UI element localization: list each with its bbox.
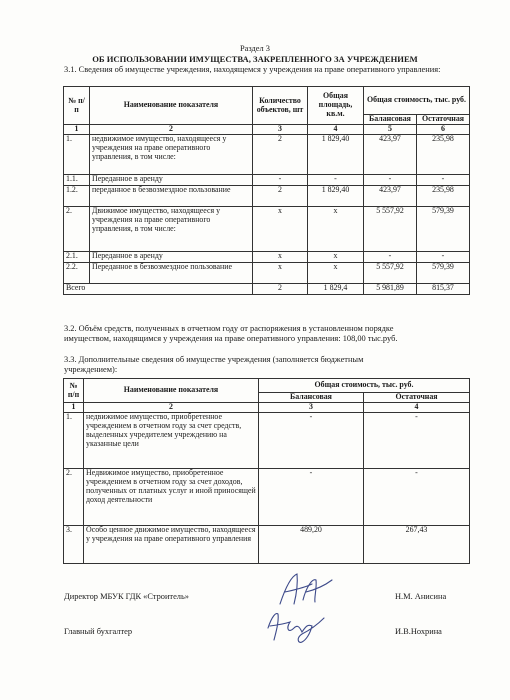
header-no: № п/п: [64, 379, 84, 403]
director-title: Директор МБУК ГДК «Строитель»: [64, 592, 189, 601]
section-3-1-caption: 3.1. Сведения об имуществе учреждения, находящемся у учреждения на праве оперативного управления:: [64, 65, 441, 74]
table-row: [64, 206, 470, 251]
row-area: х: [308, 262, 364, 283]
colnum: 1: [64, 125, 90, 135]
header-balance: Балансовая: [259, 393, 364, 403]
header-balance: Балансовая: [364, 115, 417, 125]
row-name: переданное в безвозмездное пользование: [90, 185, 253, 206]
header-no: № п/п: [64, 87, 90, 125]
row-count: 2: [253, 185, 308, 206]
colnum: 4: [364, 403, 470, 413]
column-number-row: [64, 403, 470, 413]
row-residual: -: [364, 412, 470, 468]
row-count: х: [253, 251, 308, 262]
row-name: Переданное в аренду: [90, 174, 253, 185]
row-balance: -: [259, 468, 364, 525]
row-residual: -: [417, 251, 470, 262]
table-row: [64, 251, 470, 262]
table-row: [64, 185, 470, 206]
table-row: [64, 412, 470, 468]
colnum: 3: [259, 403, 364, 413]
row-residual: 579,39: [417, 206, 470, 251]
row-area: х: [308, 251, 364, 262]
row-no: 2.: [64, 468, 84, 525]
row-balance: -: [259, 412, 364, 468]
table-row: [64, 174, 470, 185]
row-balance: 423,97: [364, 134, 417, 174]
row-no: 2.: [64, 206, 90, 251]
row-name: Движимое имущество, находящееся у учреждения на праве оперативного управления, в том числе:: [90, 206, 253, 251]
colnum: 2: [90, 125, 253, 135]
row-no: 1.2.: [64, 185, 90, 206]
header-name: Наименование показателя: [90, 87, 253, 125]
row-balance: -: [364, 174, 417, 185]
row-balance: -: [364, 251, 417, 262]
row-residual: -: [364, 468, 470, 525]
row-no: 1.: [64, 134, 90, 174]
total-balance: 5 981,89: [364, 283, 417, 294]
header-area: Общая площадь, кв.м.: [308, 87, 364, 125]
colnum: 3: [253, 125, 308, 135]
total-area: 1 829,4: [308, 283, 364, 294]
table-row: [64, 525, 470, 563]
column-number-row: [64, 125, 470, 135]
row-area: 1 829,40: [308, 185, 364, 206]
section-label: Раздел 3: [240, 44, 270, 53]
director-signature-icon: [270, 570, 350, 610]
header-cost: Общая стоимость, тыс. руб.: [259, 379, 470, 393]
director-name: Н.М. Анисина: [395, 592, 447, 601]
row-residual: 235,98: [417, 134, 470, 174]
row-residual: 579,39: [417, 262, 470, 283]
row-count: -: [253, 174, 308, 185]
row-balance: 489,20: [259, 525, 364, 563]
accountant-title: Главный бухгалтер: [64, 627, 133, 636]
row-name: Переданное в аренду: [90, 251, 253, 262]
row-residual: -: [417, 174, 470, 185]
header-count: Количество объектов, шт: [253, 87, 308, 125]
additional-property-table: [63, 378, 470, 564]
row-name: недвижимое имущество, приобретенное учреждением в отчетном году за счет средств, выделенных учредителем учреждению на указанные цели: [84, 412, 259, 468]
total-label: Всего: [64, 283, 253, 294]
row-area: -: [308, 174, 364, 185]
row-balance: 5 557,92: [364, 206, 417, 251]
total-row: [64, 283, 470, 294]
colnum: 4: [308, 125, 364, 135]
row-name: Особо ценное движимое имущество, находящееся у учреждения на праве оперативного управления: [84, 525, 259, 563]
colnum: 1: [64, 403, 84, 413]
row-area: 1 829,40: [308, 134, 364, 174]
section-3-3-line1: 3.3. Дополнительные сведения об имуществе учреждения (заполняется бюджетным: [64, 355, 364, 364]
total-count: 2: [253, 283, 308, 294]
header-residual: Остаточная: [364, 393, 470, 403]
row-no: 1.: [64, 412, 84, 468]
row-no: 2.2.: [64, 262, 90, 283]
row-balance: 423,97: [364, 185, 417, 206]
header-residual: Остаточная: [417, 115, 470, 125]
section-3-2-line1: 3.2. Объём средств, полученных в отчетном году от распоряжения в установленном порядке: [64, 324, 394, 333]
property-table: [63, 86, 470, 295]
header-name: Наименование показателя: [84, 379, 259, 403]
row-name: недвижимое имущество, находящееся у учреждения на праве оперативного управления, в том числе:: [90, 134, 253, 174]
row-no: 2.1.: [64, 251, 90, 262]
row-area: х: [308, 206, 364, 251]
section-3-2-line2: имуществом, находящимся у учреждения на праве оперативного управления: 108,00 тыс.руб.: [64, 334, 398, 343]
colnum: 6: [417, 125, 470, 135]
section-3-3-line2: учреждением):: [64, 365, 118, 374]
accountant-name: И.В.Нохрина: [395, 627, 442, 636]
row-no: 1.1.: [64, 174, 90, 185]
row-count: 2: [253, 134, 308, 174]
table-row: [64, 262, 470, 283]
row-balance: 5 557,92: [364, 262, 417, 283]
header-cost: Общая стоимость, тыс. руб.: [364, 87, 470, 115]
row-residual: 267,43: [364, 525, 470, 563]
page-title: ОБ ИСПОЛЬЗОВАНИИ ИМУЩЕСТВА, ЗАКРЕПЛЕННОГО ЗА УЧРЕЖДЕНИЕМ: [92, 54, 418, 64]
accountant-signature-icon: [262, 606, 332, 646]
row-residual: 235,98: [417, 185, 470, 206]
row-count: х: [253, 206, 308, 251]
row-name: Недвижимое имущество, приобретенное учреждением в отчетном году за счет доходов, полученных от платных услуг и иной приносящей доход деятельности: [84, 468, 259, 525]
table-row: [64, 468, 470, 525]
row-no: 3.: [64, 525, 84, 563]
row-count: х: [253, 262, 308, 283]
colnum: 2: [84, 403, 259, 413]
colnum: 5: [364, 125, 417, 135]
total-residual: 815,37: [417, 283, 470, 294]
table-row: [64, 134, 470, 174]
row-name: Переданное в безвозмездное пользование: [90, 262, 253, 283]
